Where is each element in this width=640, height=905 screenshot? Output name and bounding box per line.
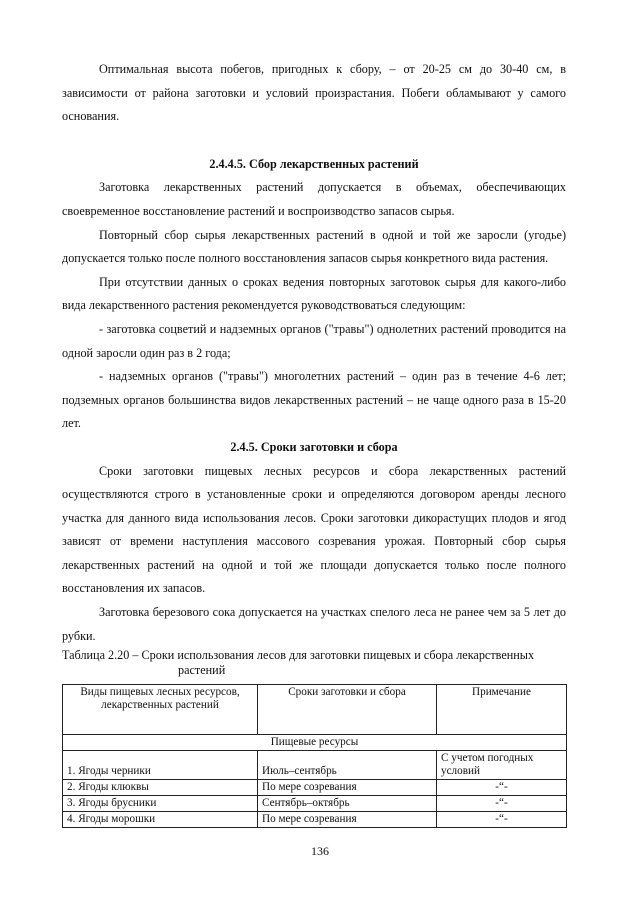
table-cell: 2. Ягоды клюквы	[63, 780, 258, 796]
table-row	[63, 796, 567, 812]
document-body	[62, 58, 566, 828]
table-cell: -“-	[437, 780, 567, 796]
table-cell: -“-	[437, 812, 567, 828]
paragraph-2: Повторный сбор сырья лекарственных растений в одной и той же заросли (угодье) допускается только после полного восстановления запасов сырья конкретного вида растения.	[62, 227, 566, 266]
table-header-cell: Примечание	[437, 685, 567, 735]
table-cell: По мере созревания	[258, 780, 437, 796]
table-cell: 3. Ягоды брусники	[63, 796, 258, 812]
table-header-cell: Сроки заготовки и сбора	[258, 685, 437, 735]
paragraph-3: При отсутствии данных о сроках ведения повторных заготовок сырья для какого-либо вида лекарственного растения рекомендуется руководствоваться следующим:	[62, 274, 566, 313]
table-row	[63, 751, 567, 780]
table-header-row	[63, 685, 567, 735]
table-row	[63, 780, 567, 796]
table-cell: С учетом погодных условий	[437, 751, 567, 780]
paragraph-6: Сроки заготовки пищевых лесных ресурсов и сбора лекарственных растений осуществляются строго в установленные сроки и определяются договором аренды лесного участка для данного вида использования лесов. Сроки заготовки дикорастущих плодов и ягод зависят от времени наступления массового созревания урожая. Повторный сбор сырья лекарственных растений на одной и той же площади допускается только после полного восстановления их запасов.	[62, 463, 566, 596]
table-caption	[62, 648, 566, 678]
table-group-row	[63, 735, 567, 751]
paragraph-1: Заготовка лекарственных растений допускается в объемах, обеспечивающих своевременное восстановление растений и воспроизводство запасов сырья.	[62, 180, 566, 218]
table-cell: Июль–сентябрь	[258, 751, 437, 780]
table-caption-line-1: Таблица 2.20 – Сроки использования лесов для заготовки пищевых и сбора лекарственных	[62, 648, 535, 663]
paragraph-5: - надземных органов ("травы") многолетних растений – один раз в течение 4-6 лет; подземных органов большинства видов лекарственных растений – не чаще одного раза в 15-20 лет.	[62, 369, 566, 431]
table-cell: -“-	[437, 796, 567, 812]
section-heading-2-4-5: 2.4.5. Сроки заготовки и сбора	[230, 439, 398, 454]
paragraph-7: Заготовка березового сока допускается на участках спелого леса не ранее чем за 5 лет до рубки.	[62, 605, 566, 643]
paragraph-intro: Оптимальная высота побегов, пригодных к сбору, – от 20-25 см до 30-40 см, в зависимости от района заготовки и условий произрастания. Побеги обламывают у самого основания.	[62, 62, 566, 124]
table-group-label: Пищевые ресурсы	[63, 735, 567, 751]
table-header-cell: Виды пищевых лесных ресурсов, лекарственных растений	[63, 685, 258, 735]
table-cell: Сентябрь–октябрь	[258, 796, 437, 812]
section-heading-2-4-4-5: 2.4.4.5. Сбор лекарственных растений	[209, 156, 419, 171]
page-number: 136	[311, 844, 329, 858]
table-cell: По мере созревания	[258, 812, 437, 828]
table-cell: 4. Ягоды морошки	[63, 812, 258, 828]
paragraph-4: - заготовка соцветий и надземных органов ("травы") однолетних растений проводится на одной заросли один раз в 2 года;	[62, 321, 566, 360]
table-caption-line-2: растений	[178, 663, 226, 678]
harvest-terms-table	[62, 684, 567, 828]
table-row	[63, 812, 567, 828]
table-cell: 1. Ягоды черники	[63, 751, 258, 780]
